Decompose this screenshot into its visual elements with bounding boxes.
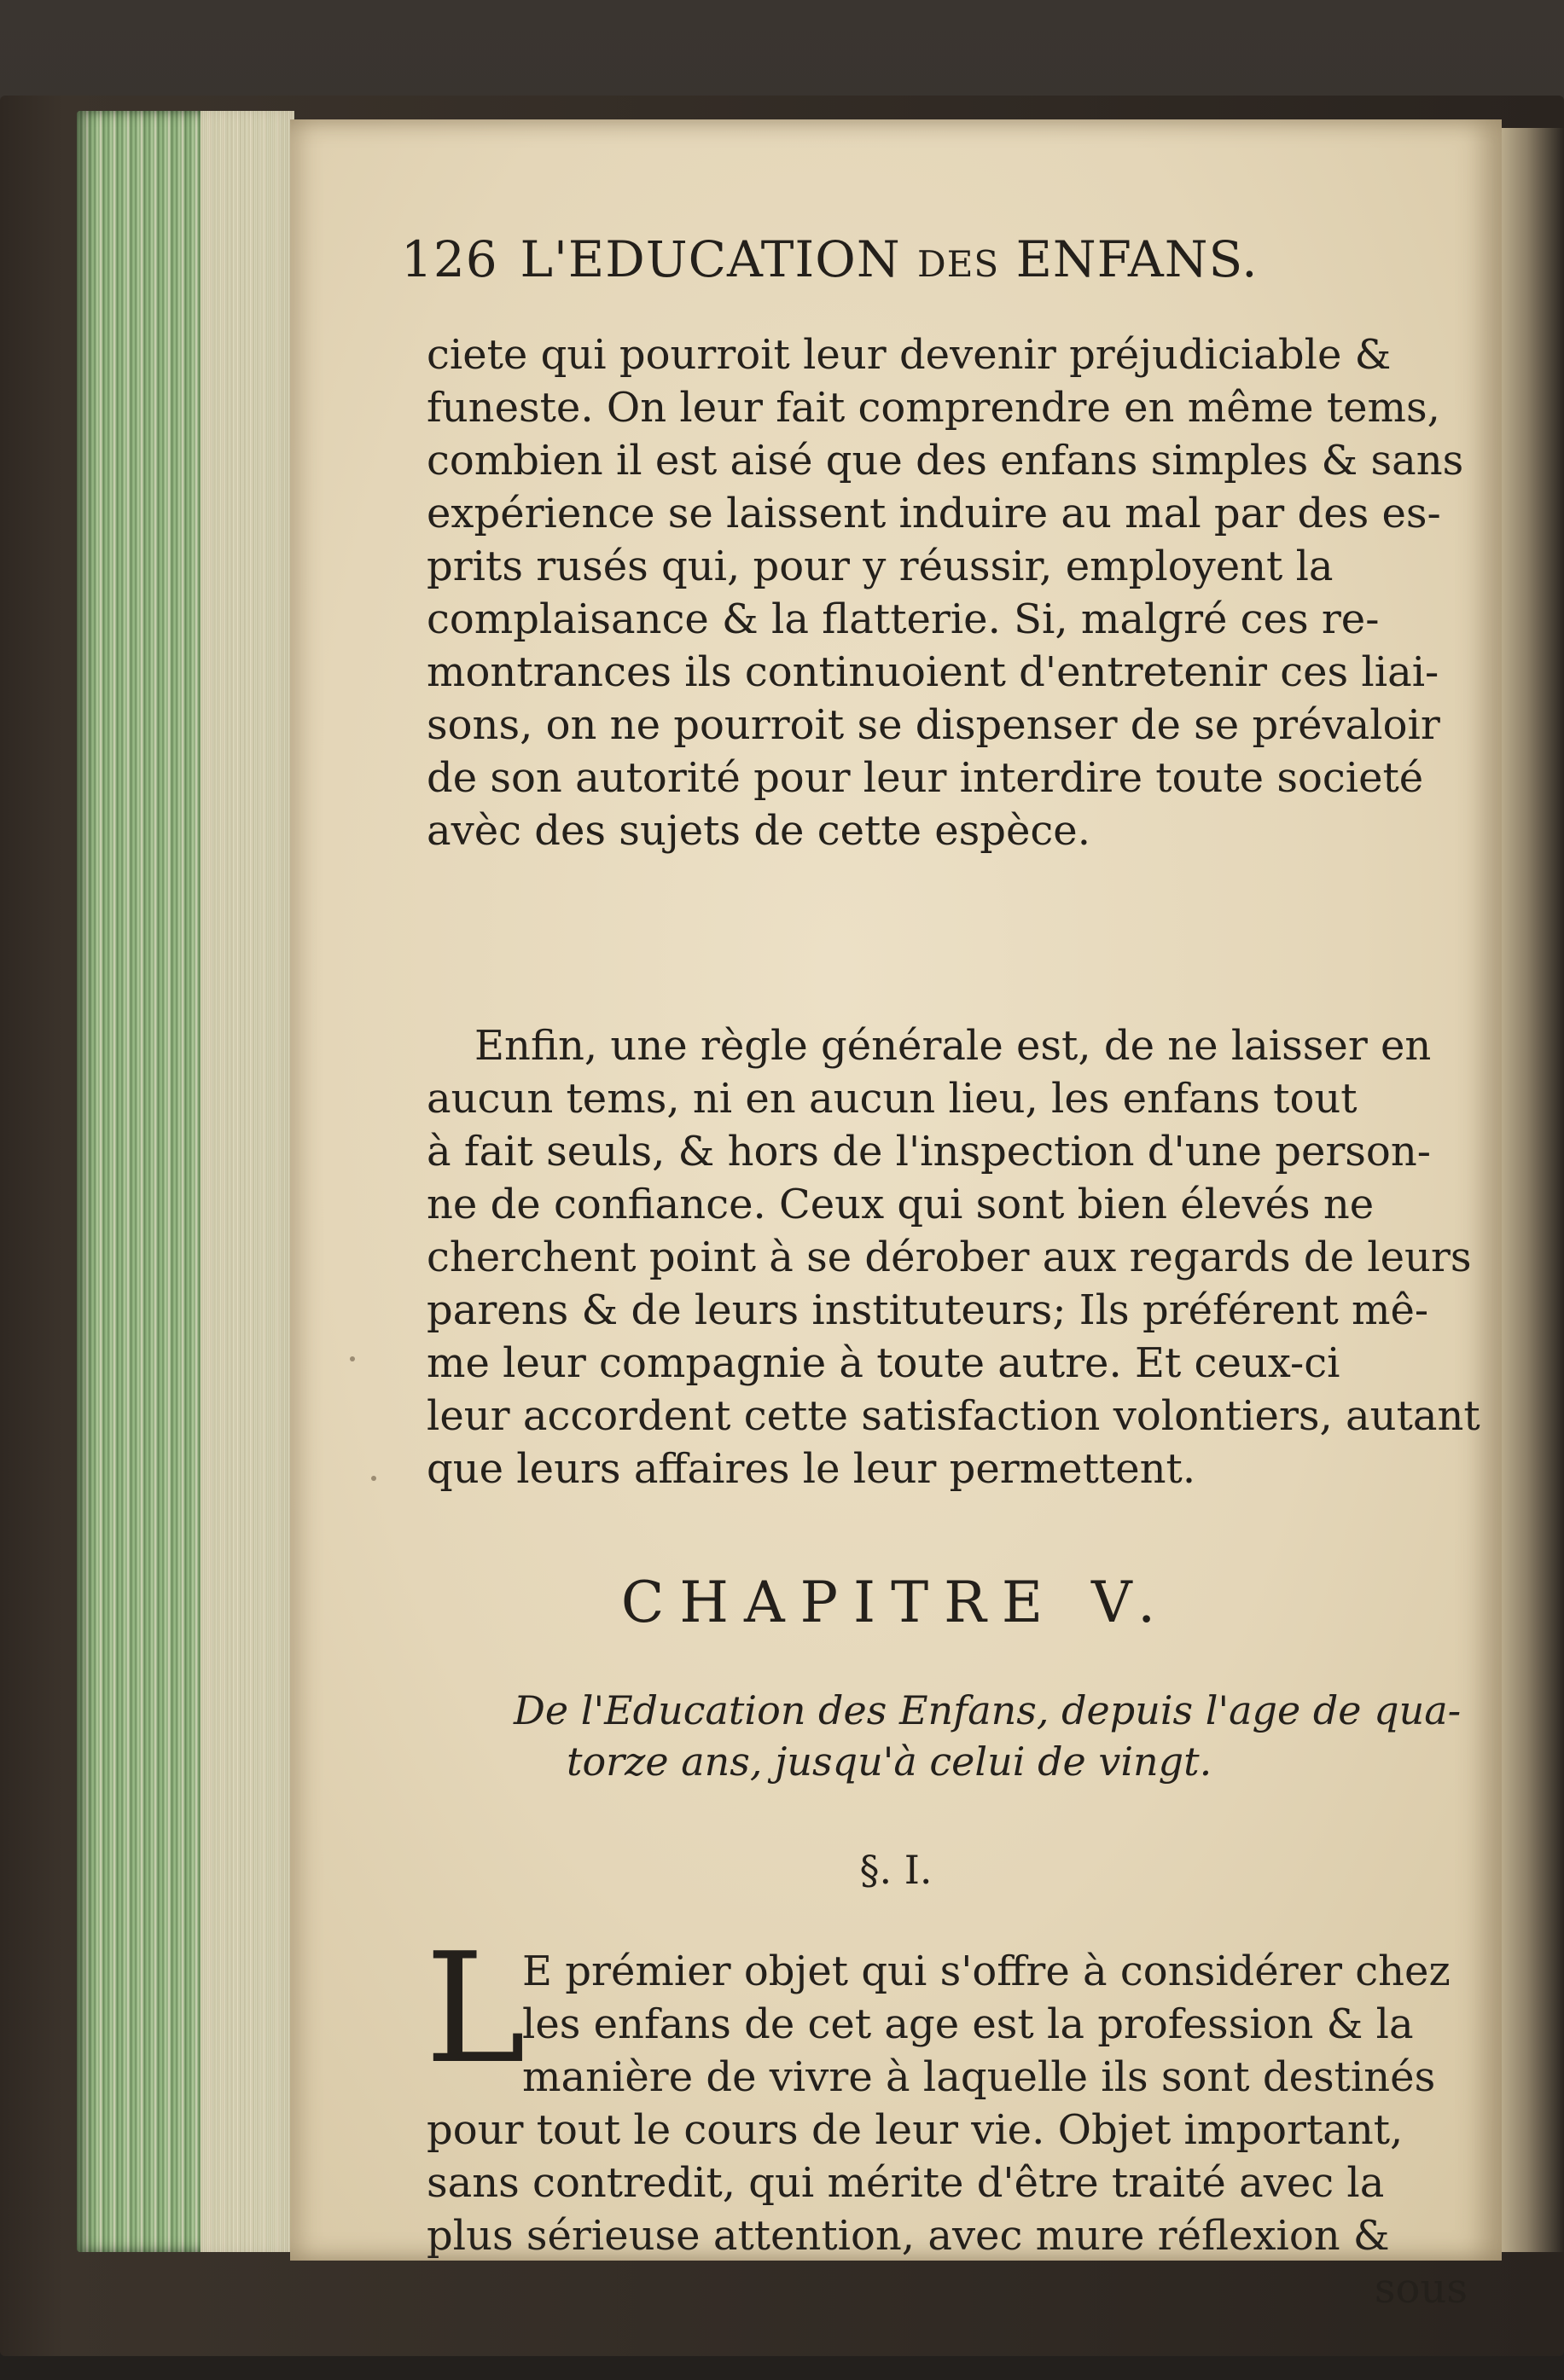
- text-line: Enfin, une règle générale est, de ne laisser en: [474, 1022, 1432, 1070]
- paragraph-1: [427, 328, 1485, 857]
- section-number: §. I.: [859, 1847, 933, 1893]
- text-line: prits rusés qui, pour y réussir, employent la: [427, 543, 1334, 590]
- paper-speck: [350, 1356, 355, 1361]
- text-line: les enfans de cet age est la profession & la: [522, 2000, 1414, 2048]
- text-line: cherchent point à se dérober aux regards de leurs: [427, 1234, 1472, 1281]
- paper-speck: [371, 1476, 376, 1481]
- gutter-shadow: [1502, 128, 1564, 2252]
- text-line: ciete qui pourroit leur devenir préjudiciable &: [427, 331, 1392, 379]
- text-line: plus sérieuse attention, avec mure réflexion &: [427, 2212, 1390, 2260]
- text-line: que leurs affaires le leur permettent.: [427, 1445, 1196, 1493]
- page-number: 126: [401, 230, 498, 288]
- text-line: avèc des sujets de cette espèce.: [427, 807, 1090, 855]
- book-page: [290, 119, 1502, 2313]
- text-line: montrances ils continuoient d'entretenir ces liai-: [427, 648, 1439, 696]
- running-title-start: L'EDUCATION: [520, 230, 901, 288]
- text-line: pour tout le cours de leur vie. Objet important,: [427, 2106, 1404, 2154]
- text-line: parens & de leurs instituteurs; Ils préférent mê-: [427, 1286, 1429, 1334]
- text-line: complaisance & la flatterie. Si, malgré ces re-: [427, 595, 1380, 643]
- catchword: sous: [1374, 2265, 1468, 2313]
- page-edges: [77, 111, 294, 2252]
- subtitle-line: torze ans, jusqu'à celui de vingt.: [567, 1739, 1212, 1785]
- text-line: expérience se laissent induire au mal par des es-: [427, 490, 1441, 537]
- subtitle-line: De l'Education des Enfans, depuis l'age de qua-: [514, 1687, 1462, 1733]
- text-line: de son autorité pour leur interdire toute societé: [427, 754, 1424, 802]
- text-line: me leur compagnie à toute autre. Et ceux-ci: [427, 1339, 1340, 1387]
- running-title-end: ENFANS.: [1015, 230, 1259, 288]
- text-line: sons, on ne pourroit se dispenser de se prévaloir: [427, 701, 1440, 749]
- running-title-small: DES: [917, 243, 1000, 285]
- text-line: E prémier objet qui s'offre à considérer chez: [522, 1948, 1451, 1995]
- text-line: funeste. On leur fait comprendre en même tems,: [427, 384, 1440, 432]
- text-line: ne de confiance. Ceux qui sont bien élevés ne: [427, 1181, 1375, 1228]
- text-line: manière de vivre à laquelle ils sont destinés: [522, 2053, 1436, 2101]
- chapter-title: CHAPITRE V.: [620, 1570, 1172, 1635]
- paragraph-3: [427, 1945, 1485, 2315]
- text-line: combien il est aisé que des enfans simples & sans: [427, 437, 1464, 485]
- running-head: [401, 230, 1476, 307]
- text-line: sans contredit, qui mérite d'être traité avec la: [427, 2159, 1385, 2207]
- drop-cap: L: [425, 1920, 526, 2097]
- text-line: leur accordent cette satisfaction volontiers, autant: [427, 1392, 1480, 1440]
- text-line: à fait seuls, & hors de l'inspection d'une person-: [427, 1128, 1431, 1175]
- chapter-subtitle: [514, 1685, 1495, 1787]
- paragraph-2: [427, 1019, 1485, 1495]
- text-line: aucun tems, ni en aucun lieu, les enfans tout: [427, 1075, 1358, 1123]
